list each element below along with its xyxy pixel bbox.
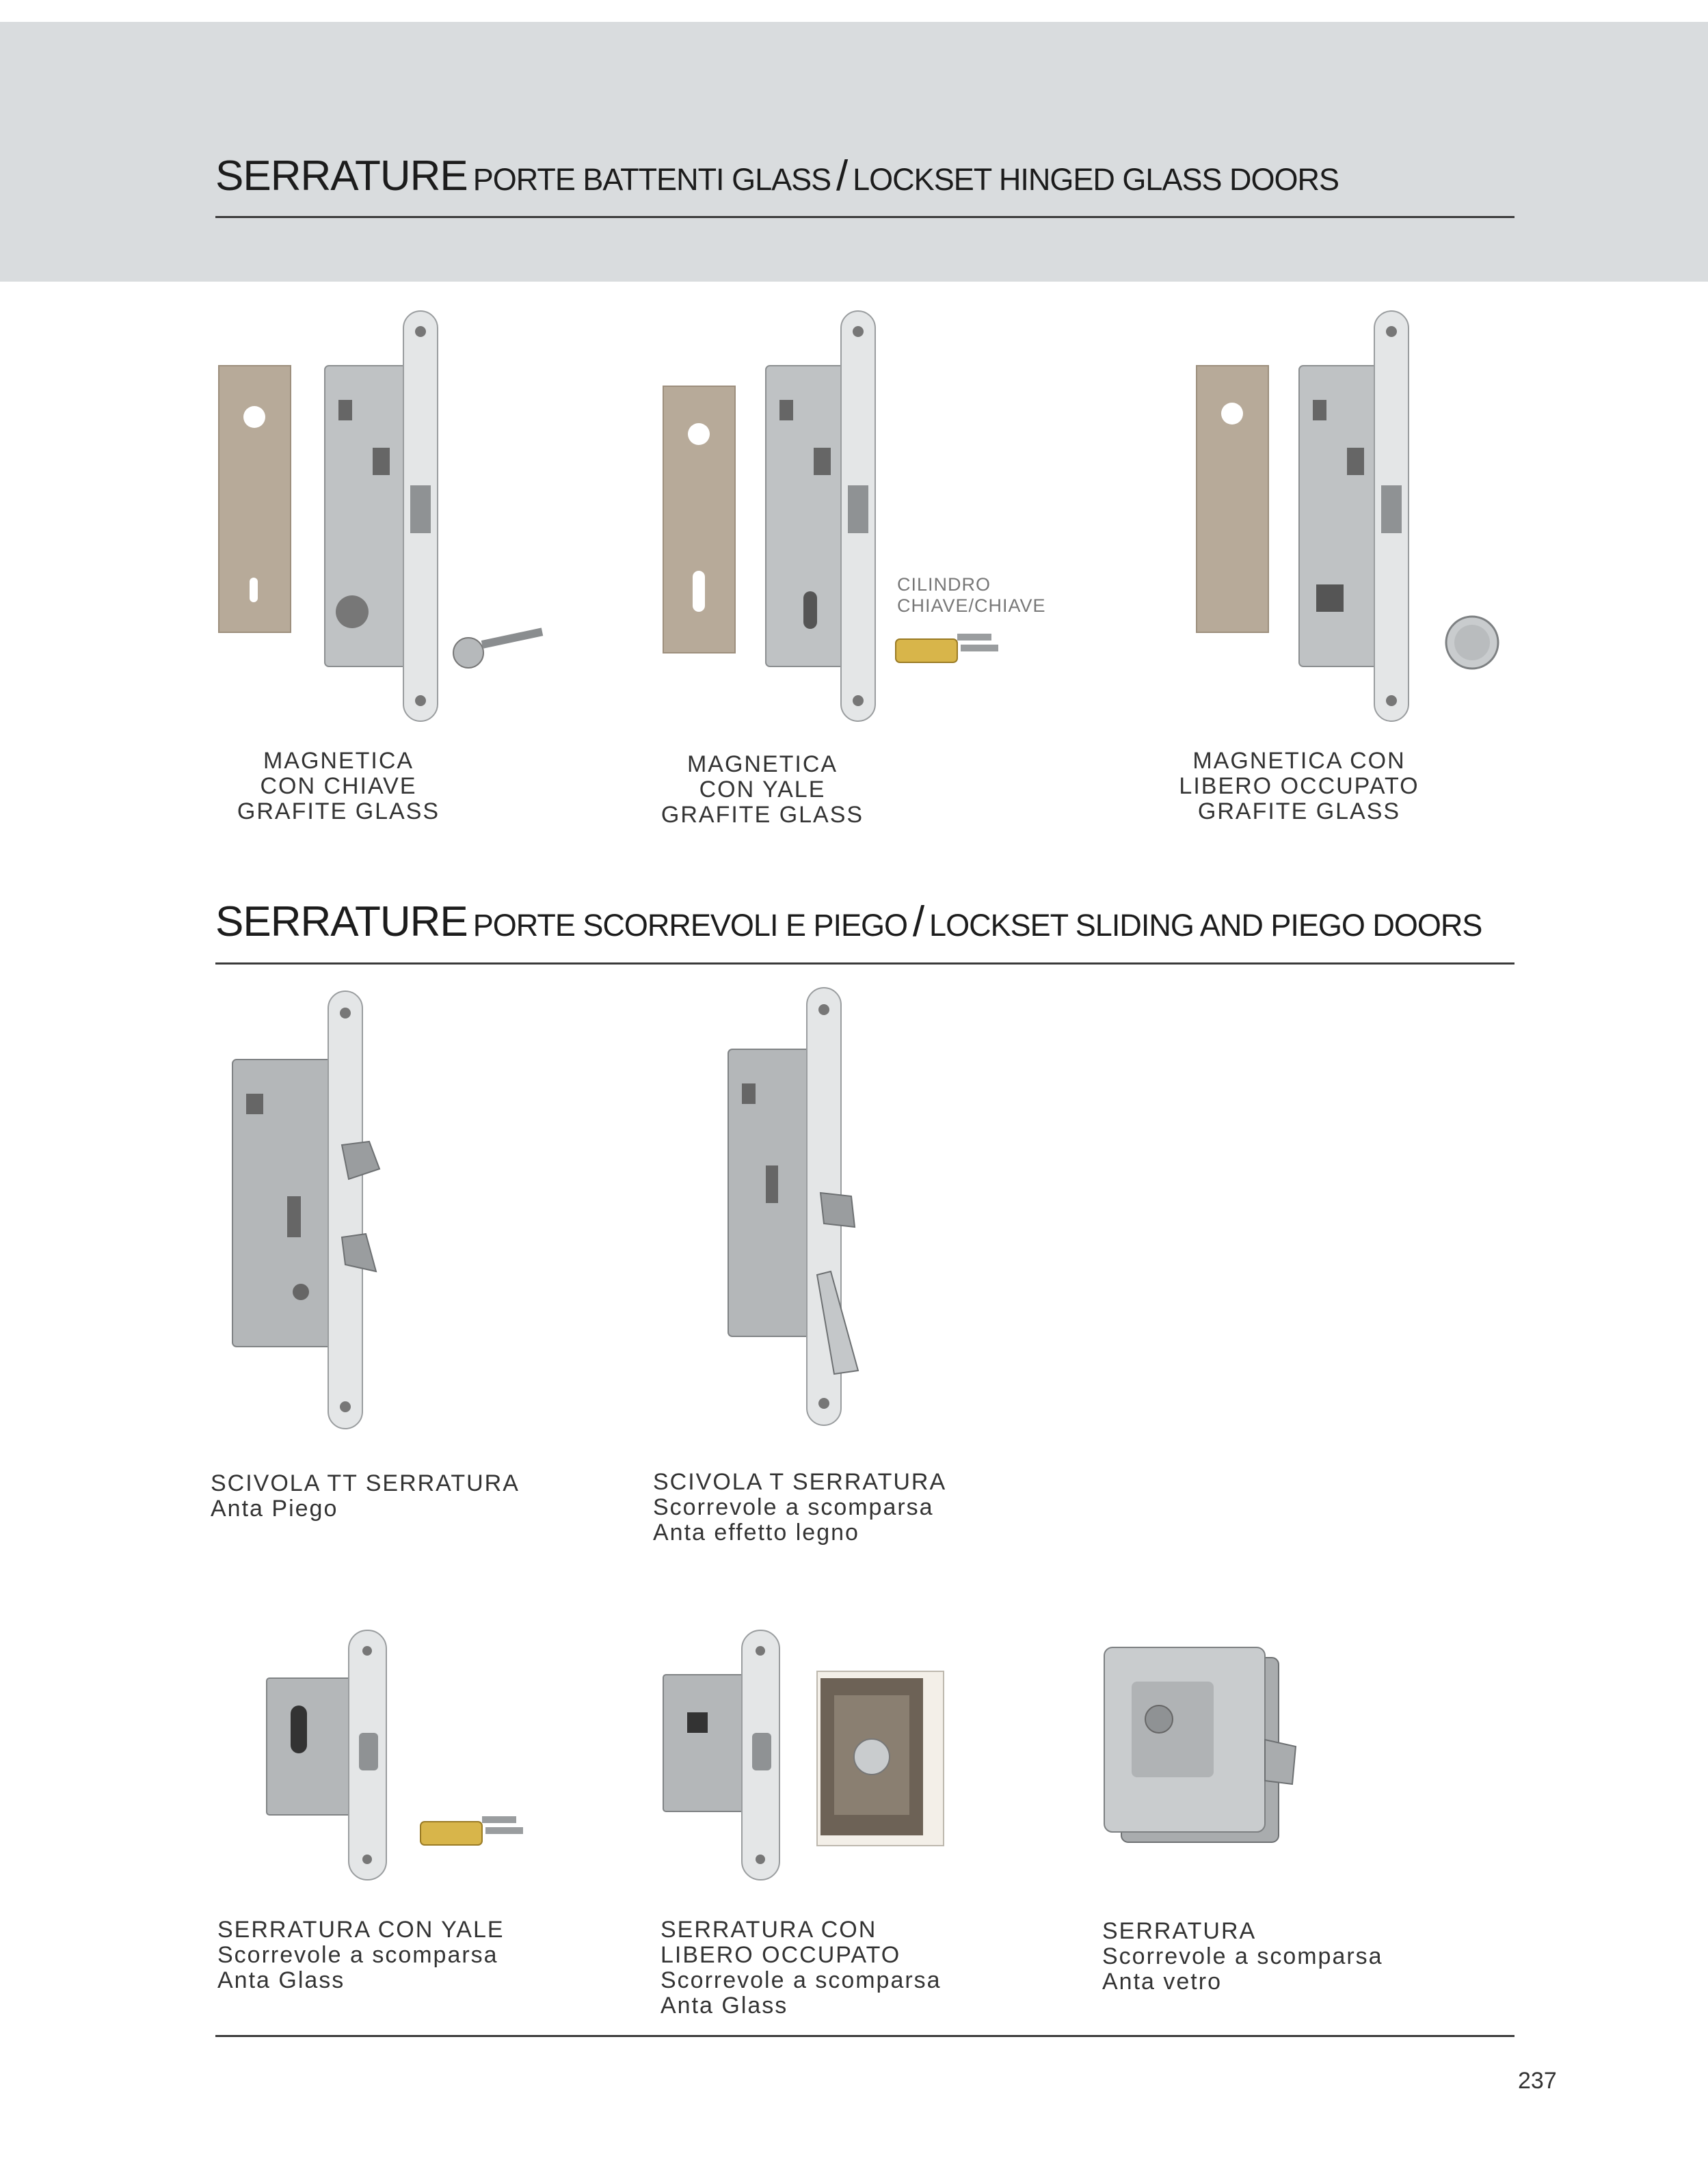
section-rule [215,216,1514,218]
page-number: 237 [1518,2068,1557,2094]
product-image-scivola-tt [226,991,403,1435]
latch [1381,485,1402,533]
title-en: LOCKSET SLIDING AND PIEGO DOORS [929,908,1482,943]
product-image-serratura-libero-occupato [660,1630,954,1883]
plate-hole [243,406,265,428]
caption-magnetica-yale: MAGNETICA CON YALE GRAFITE GLASS [660,751,864,828]
caption-serratura-vetro: SERRATURA Scorrevole a scomparsa Anta vetro [1102,1918,1383,1995]
caption-scivola-tt: SCIVOLA TT SERRATURA Anta Piego [211,1470,520,1522]
title-slash: / [912,898,924,945]
section-rule [215,962,1514,965]
product-image-serratura-yale [263,1630,550,1883]
title-main: SERRATURE [215,898,468,945]
product-image-magnetica-libero-occupato [1193,311,1508,728]
caption-magnetica-libero-occupato: MAGNETICA CON LIBERO OCCUPATO GRAFITE GLASS [1179,748,1419,824]
title-en: LOCKSET HINGED GLASS DOORS [853,162,1339,197]
caption-serratura-libero-occupato: SERRATURA CON LIBERO OCCUPATO Scorrevole a scomparsa Anta Glass [660,1917,942,2019]
title-main: SERRATURE [215,152,468,200]
product-image-magnetica-yale [660,311,1043,728]
latch [848,485,868,533]
plate-cylinder-hole [693,571,705,612]
plate-keyhole [250,578,258,602]
section-title-hinged [215,152,1514,200]
bottom-rule [215,2035,1514,2037]
key-icon [453,628,543,668]
caption-magnetica-chiave: MAGNETICA CON CHIAVE GRAFITE GLASS [237,748,440,824]
caption-scivola-t: SCIVOLA T SERRATURA Scorrevole a scomparsa Anta effetto legno [653,1469,947,1546]
title-slash: / [836,152,848,200]
title-it: PORTE SCORREVOLI E PIEGO [472,908,908,943]
title-it: PORTE BATTENTI GLASS [472,162,831,197]
product-image-magnetica-chiave [215,311,571,728]
cylinder-icon [896,634,998,662]
plate-hole [1221,403,1243,424]
knob-icon [1446,617,1498,669]
product-image-serratura-vetro [1101,1644,1306,1863]
plate-hole [688,423,710,445]
cylinder-icon [421,1816,523,1845]
faceplate [328,991,362,1429]
product-image-scivola-t [725,988,875,1432]
lock-body [325,366,410,666]
cylinder-note: CILINDRO CHIAVE/CHIAVE [897,574,1046,616]
latch [410,485,431,533]
section-title-sliding [215,898,1514,946]
indicator-plate [817,1671,944,1846]
lock-body [1299,366,1385,666]
caption-serratura-yale: SERRATURA CON YALE Scorrevole a scomparsa Anta Glass [217,1917,505,1993]
